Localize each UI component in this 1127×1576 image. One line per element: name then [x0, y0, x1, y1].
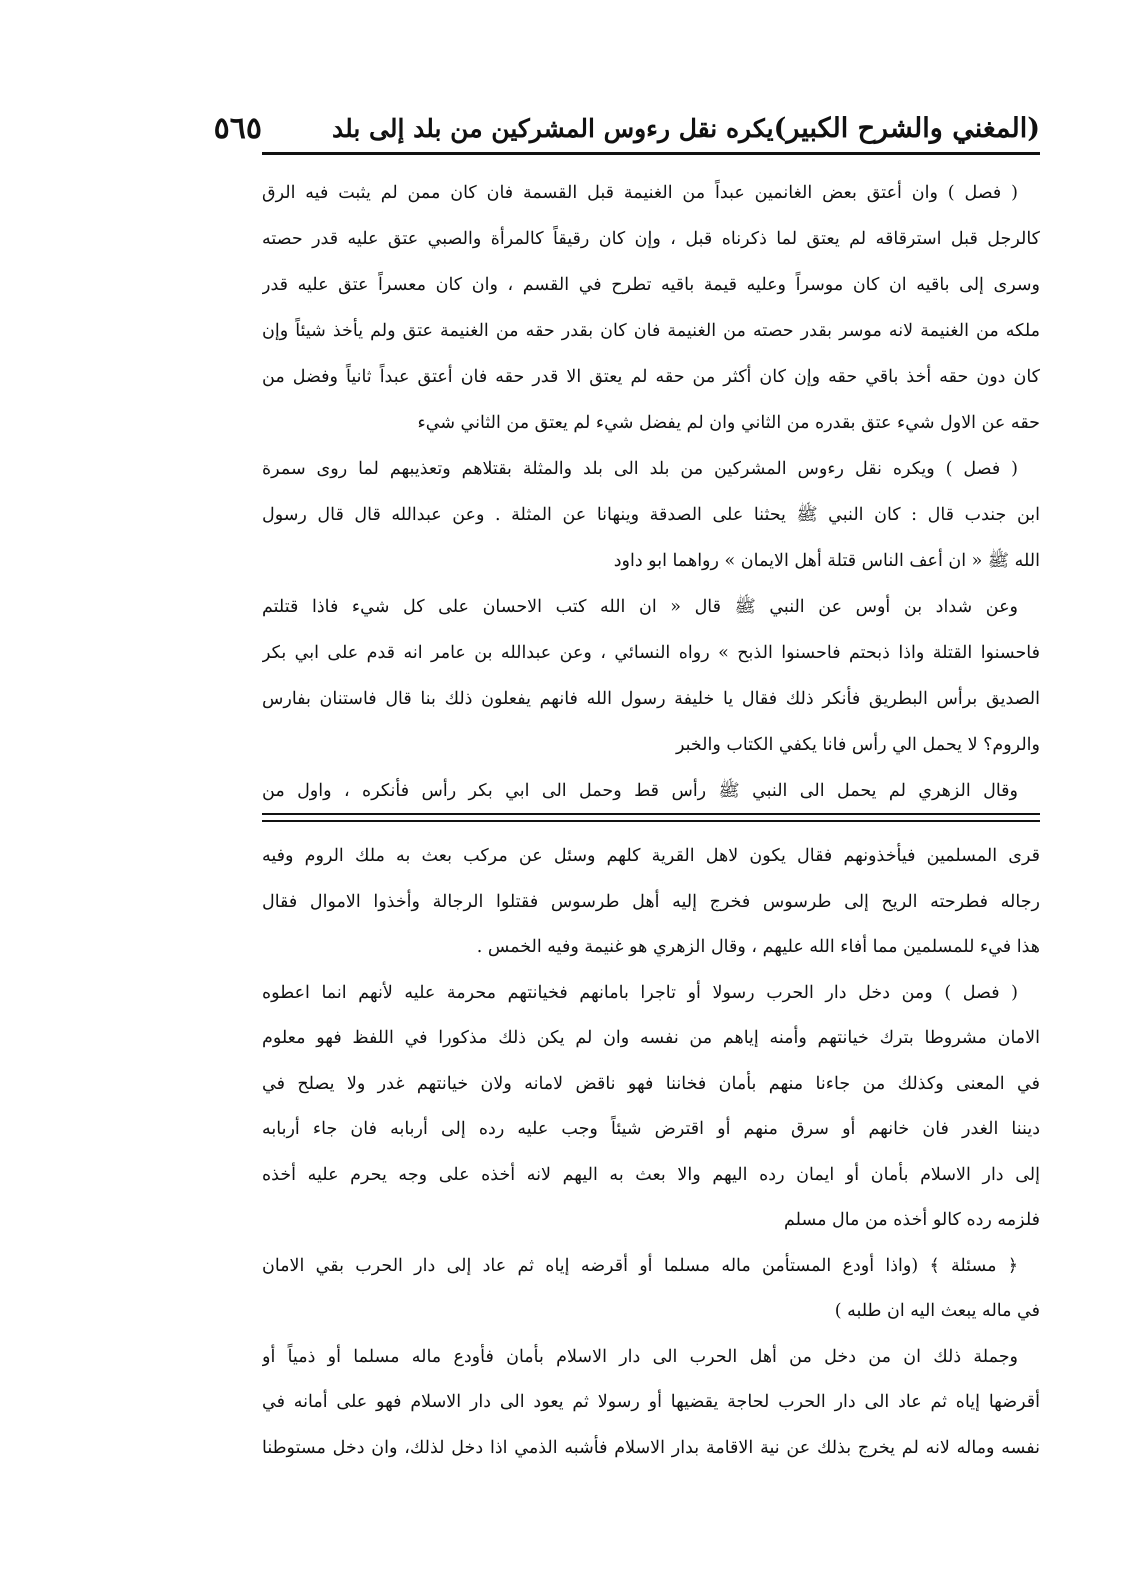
text-line: في المعنى وكذلك من جاءنا منهم بأمان فخاننا فهو ناقض لامانه ولان خيانتهم غدر ولا يصلح في — [262, 1073, 1040, 1094]
text-line: وسرى إلى باقيه ان كان موسراً وعليه قيمة باقيه تطرح في القسم ، وان كان معسراً عتق عليه قدر — [262, 275, 1040, 295]
section-divider — [262, 813, 1040, 815]
text-line: ملكه من الغنيمة لانه موسر بقدر حصته من الغنيمة فان كان بقدر حقه من الغنيمة عتق ولم يأخذ شيئاً وإن — [262, 321, 1040, 341]
text-line: ﴿ مسئلة ﴾ (واذا أودع المستأمن ماله مسلما أو أقرضه إياه ثم عاد إلى دار الحرب بقي الامان — [262, 1255, 1018, 1276]
section-divider — [262, 820, 1040, 822]
header-divider — [262, 152, 1040, 155]
text-line: ( فصل ) ويكره نقل رءوس المشركين من بلد الى بلد والمثلة بقتلاهم وتعذيبهم لما روى سمرة — [262, 459, 1018, 479]
text-line: ابن جندب قال : كان النبي ﷺ يحثنا على الصدقة وينهانا عن المثلة . وعن عبدالله قال قال رسول — [262, 505, 1040, 525]
text-line: ( فصل ) وان أعتق بعض الغانمين عبداً من الغنيمة قبل القسمة فان كان ممن لم يثبت فيه الرق — [262, 183, 1018, 203]
book-title: (المغني والشرح الكبير) — [773, 112, 1040, 144]
text-line: ديننا الغدر فان خانهم أو سرق منهم أو اقترض شيئاً وجب عليه رده إلى أربابه فان جاء أربابه — [262, 1119, 1040, 1139]
text-line: أقرضها إياه ثم عاد الى دار الحرب لحاجة يقضيها أو رسولا ثم يعود الى دار الاسلام فهو على أمانه في — [262, 1392, 1040, 1412]
text-line: وعن شداد بن أوس عن النبي ﷺ قال « ان الله كتب الاحسان على كل شيء فاذا قتلتم — [262, 597, 1018, 617]
text-line: الله ﷺ « ان أعف الناس قتلة أهل الايمان » رواهما ابو داود — [613, 551, 1040, 571]
text-line: قرى المسلمين فيأخذونهم فقال يكون لاهل القرية كلهم وسئل عن مركب بعث به ملك الروم وفيه — [262, 846, 1040, 866]
text-line: فلزمه رده كالو أخذه من مال مسلم — [784, 1210, 1040, 1230]
text-line: كان دون حقه أخذ باقي حقه وإن كان أكثر من حقه لم يعتق الا قدر حقه فان أعتق عبداً ثانياً وفضل من — [262, 367, 1040, 387]
text-line: الامان مشروطا بترك خيانتهم وأمنه إياهم من نفسه وان لم يكن ذلك مذكورا في اللفظ فهو معلوم — [262, 1028, 1040, 1048]
text-line: نفسه وماله لانه لم يخرج بذلك عن نية الاقامة بدار الاسلام فأشبه الذمي اذا دخل لذلك، وان دخل مستوطنا — [262, 1437, 1040, 1458]
text-line: وقال الزهري لم يحمل الى النبي ﷺ رأس قط وحمل الى ابي بكر رأس فأنكره ، واول من — [262, 781, 1018, 801]
text-line: في ماله يبعث اليه ان طلبه ) — [834, 1301, 1040, 1321]
section-topic: يكره نقل رءوس المشركين من بلد إلى بلد — [331, 113, 774, 143]
text-line: رجاله فطرحته الريح إلى طرسوس فخرج إليه أهل طرسوس فقتلوا الرجالة وأخذوا الاموال فقال — [262, 891, 1040, 912]
page-number: ٥٦٥ — [213, 110, 262, 146]
commentary-text — [262, 834, 1040, 1471]
text-line: حقه عن الاول شيء عتق بقدره من الثاني وان لم يفضل شيء لم يعتق من الثاني شيء — [417, 413, 1040, 433]
page-header — [213, 104, 1040, 152]
text-line: والروم؟ لا يحمل الي رأس فانا يكفي الكتاب والخبر — [675, 735, 1040, 755]
main-text — [262, 170, 1040, 814]
text-line: كالرجل قبل استرقاقه لم يعتق لما ذكرناه قبل ، وإن كان رقيقاً كالمرأة والصبي عتق عليه قدر حصته — [262, 229, 1040, 249]
text-line: فاحسنوا القتلة واذا ذبحتم فاحسنوا الذبح » رواه النسائي ، وعن عبدالله بن عامر انه قدم على ابي بكر — [262, 643, 1040, 663]
text-line: الصديق برأس البطريق فأنكر ذلك فقال يا خليفة رسول الله فانهم يفعلون ذلك بنا قال فاستنان بفارس — [262, 689, 1040, 709]
text-line: وجملة ذلك ان من دخل من أهل الحرب الى دار الاسلام بأمان فأودع ماله مسلما أو ذمياً أو — [262, 1346, 1018, 1367]
text-line: هذا فيء للمسلمين مما أفاء الله عليهم ، وقال الزهري هو غنيمة وفيه الخمس . — [476, 937, 1040, 957]
text-line: إلى دار الاسلام بأمان أو ايمان رده اليهم والا بعث به اليهم لانه أخذه على وجه يحرم عليه أخذه — [262, 1164, 1040, 1185]
text-line: ( فصل ) ومن دخل دار الحرب رسولا أو تاجرا بامانهم فخيانتهم محرمة عليه لأنهم انما اعطوه — [262, 982, 1018, 1003]
